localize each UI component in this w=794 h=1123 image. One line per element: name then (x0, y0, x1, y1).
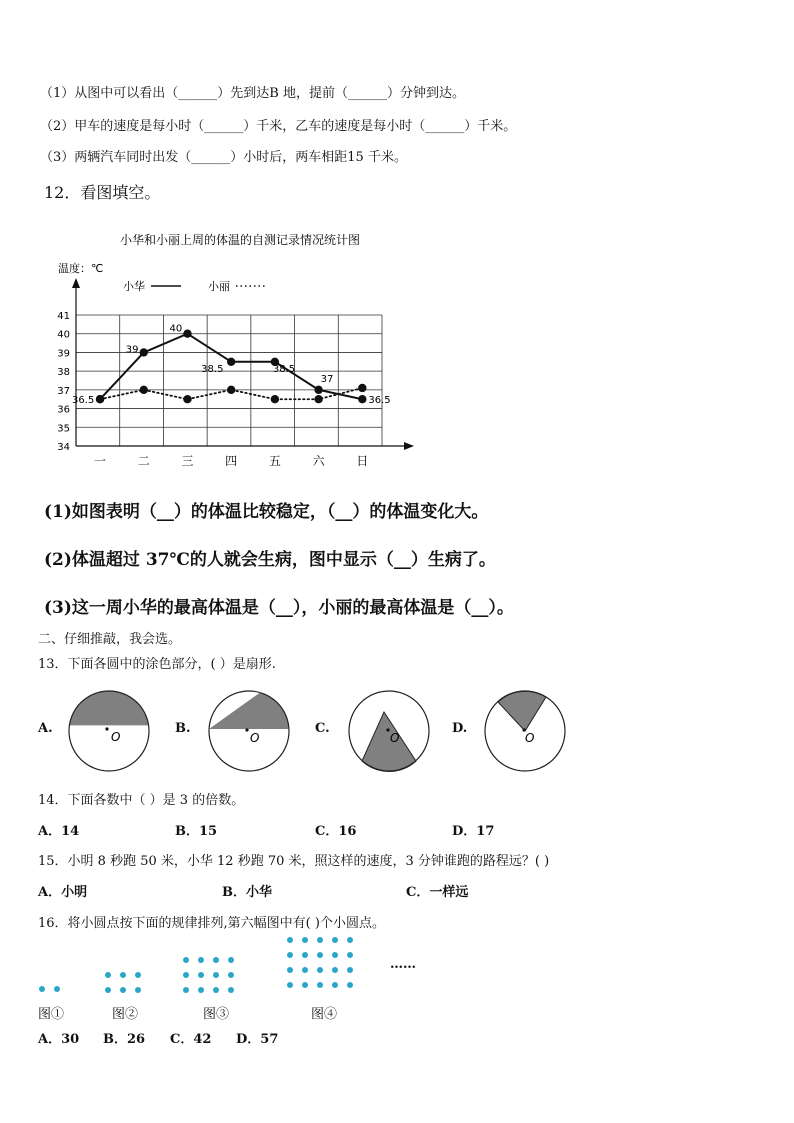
q16-option-d: D．57 (236, 1032, 279, 1047)
figure-4-dot (302, 967, 308, 973)
series-1-data-label-7: 36.5 (368, 395, 391, 407)
q15-option-b: B．小华 (222, 885, 272, 900)
figure-4-dot (332, 967, 338, 973)
figure-3-dot (198, 957, 204, 963)
figure-3-dot (228, 987, 234, 993)
x-axis-arrow (404, 442, 414, 450)
y-tick-label-39: 39 (57, 348, 70, 360)
circle-b-center-label: O (250, 731, 260, 745)
circle-a-center-dot (105, 727, 108, 730)
q12-sub1: (1)如图表明（__）的体温比较稳定，（__）的体温变化大。 (44, 502, 489, 522)
figure-4-dot (347, 952, 353, 958)
series-1-data-label-5: 38.5 (272, 363, 296, 375)
circle-c-figure (346, 688, 432, 774)
section-two-heading: 二、仔细推敲，我会选。 (38, 632, 182, 647)
series-2-point-5 (271, 395, 279, 403)
figure-4-dot (317, 982, 323, 988)
legend-label-1: 小华 (123, 280, 145, 293)
x-tick-label-1: 一 (94, 454, 107, 468)
figure-3-dot (183, 957, 189, 963)
q16-ellipsis: …… (390, 957, 416, 972)
chart-axes (57, 278, 414, 468)
temperature-line-chart (30, 220, 430, 475)
figure-4-dot (317, 937, 323, 943)
x-tick-label-5: 五 (268, 454, 281, 468)
figure-3-dot (198, 972, 204, 978)
y-axis-label: 温度：℃ (58, 262, 104, 275)
figure-3-dot (228, 972, 234, 978)
series-2-point-4 (227, 386, 235, 394)
circle-a-figure (66, 688, 152, 774)
y-tick-label-37: 37 (57, 385, 70, 397)
circle-d-figure (482, 688, 568, 774)
q14-option-c: C．16 (315, 824, 357, 839)
q13-option-a-label: A. (38, 721, 53, 736)
y-tick-label-41: 41 (57, 311, 70, 322)
q14-option-b: B．15 (175, 824, 218, 839)
figure-2-dot (105, 987, 111, 993)
figure-4-dot (332, 937, 338, 943)
q11-sub3: （3）两辆汽车同时出发（______）小时后，两车相距15 千米。 (40, 150, 407, 165)
y-tick-label-38: 38 (57, 367, 70, 379)
figure-3-dot (198, 987, 204, 993)
figure-4-dot (317, 952, 323, 958)
circle-d-shaded-sector (498, 691, 546, 731)
q16-figure-label-1: 图① (38, 1007, 65, 1022)
q16-stem: 16．将小圆点按下面的规律排列,第六幅图中有( )个小圆点。 (38, 916, 385, 931)
circle-d-center-label: O (525, 731, 535, 745)
series-1-point-6 (314, 386, 322, 394)
q13-stem: 13．下面各圆中的涂色部分，( ）是扇形. (38, 657, 276, 672)
q14-option-a: A．14 (38, 824, 80, 839)
q11-sub1: （1）从图中可以看出（______）先到达B 地，提前（______）分钟到达。 (40, 86, 465, 101)
figure-2-dot (105, 972, 111, 978)
chart-legend (123, 279, 266, 293)
q16-figure-label-3: 图③ (203, 1007, 230, 1022)
legend-label-2: 小丽 (208, 280, 230, 293)
x-tick-label-6: 六 (312, 454, 325, 468)
x-tick-label-4: 四 (225, 454, 238, 468)
y-axis-arrow (72, 278, 80, 288)
series-1-data-label-3: 40 (169, 323, 183, 335)
q13-option-c-label: C. (315, 721, 330, 736)
figure-4-dot (332, 952, 338, 958)
figure-3-dot (183, 987, 189, 993)
circle-a-center-label: O (111, 730, 121, 744)
figure-2-dot (135, 972, 141, 978)
figure-2-dot (120, 972, 126, 978)
y-tick-label-34: 34 (57, 442, 70, 453)
circle-b-center-dot (245, 728, 248, 731)
figure-4-dot (302, 952, 308, 958)
q11-sub2: （2）甲车的速度是每小时（______）千米，乙车的速度是每小时（______）千米。 (40, 119, 517, 134)
figure-1-dot (39, 986, 45, 992)
chart-grid (76, 315, 382, 446)
y-tick-label-36: 36 (57, 404, 70, 416)
series-2-point-6 (314, 395, 322, 403)
figure-4-dot (302, 982, 308, 988)
figure-4-dot (287, 967, 293, 973)
figure-4-dot (287, 982, 293, 988)
series-2-point-7 (358, 384, 366, 392)
figure-3-dot (228, 957, 234, 963)
figure-3-dot (213, 957, 219, 963)
figure-4-dot (287, 952, 293, 958)
figure-4-dot (347, 937, 353, 943)
series-1-data-label-4: 38.5 (201, 363, 224, 375)
q13-option-d-label: D. (452, 721, 468, 736)
circle-a-shaded-segment (69, 691, 148, 725)
figure-3-dot (183, 972, 189, 978)
q14-option-d: D．17 (452, 824, 495, 839)
q12-sub3: (3)这一周小华的最高体温是（__），小丽的最高体温是（__）。 (44, 598, 514, 618)
q14-stem: 14．下面各数中（ ）是 3 的倍数。 (38, 793, 245, 808)
series-2-point-3 (183, 395, 191, 403)
figure-4-dot (347, 982, 353, 988)
figure-2-dot (120, 987, 126, 993)
chart-title: 小华和小丽上周的体温的自测记录情况统计图 (119, 233, 361, 247)
q16-figure-label-4: 图④ (311, 1007, 338, 1022)
series-1-data-label-6: 37 (320, 373, 334, 385)
figure-2-dot (135, 987, 141, 993)
q15-stem: 15．小明 8 秒跑 50 米，小华 12 秒跑 70 米，照这样的速度，3 分钟谁跑的路程远？( ) (38, 854, 550, 869)
q13-option-b-label: B. (175, 721, 191, 736)
figure-4-dot (332, 982, 338, 988)
circle-c-shaded-region (362, 712, 416, 771)
series-1-point-2 (140, 348, 148, 356)
series-1-data-label-1: 36.5 (72, 395, 95, 407)
series-1-point-7 (358, 395, 366, 403)
q16-option-c: C．42 (170, 1032, 212, 1047)
q16-option-b: B．26 (103, 1032, 146, 1047)
y-tick-label-35: 35 (57, 423, 70, 435)
q16-option-a: A．30 (38, 1032, 80, 1047)
y-tick-label-40: 40 (57, 329, 70, 341)
series-2-point-2 (140, 386, 148, 394)
circle-b-shaded-segment (209, 693, 289, 729)
figure-3-dot (213, 987, 219, 993)
series-1-data-label-2: 39 (125, 344, 139, 356)
series-1-point-4 (227, 358, 235, 366)
x-tick-label-7: 日 (356, 454, 369, 468)
circle-c-center-label: O (390, 731, 400, 745)
q12-sub2: (2)体温超过 37℃的人就会生病，图中显示（__）生病了。 (44, 550, 496, 570)
figure-4-dot (302, 937, 308, 943)
figure-4-dot (347, 967, 353, 973)
series-2-point-1 (96, 395, 104, 403)
figure-3-dot (213, 972, 219, 978)
q12-heading: 12．看图填空。 (44, 183, 161, 202)
x-tick-label-3: 三 (181, 454, 194, 468)
q15-option-a: A．小明 (38, 885, 88, 900)
q16-figure-label-2: 图② (112, 1007, 139, 1022)
series-1-point-3 (183, 330, 191, 338)
figure-1-dot (54, 986, 60, 992)
q15-option-c: C．一样远 (406, 885, 469, 900)
circle-b-figure (206, 688, 292, 774)
x-tick-label-2: 二 (137, 454, 150, 468)
figure-4-dot (317, 967, 323, 973)
dot-pattern-figures (30, 932, 430, 997)
figure-4-dot (287, 937, 293, 943)
